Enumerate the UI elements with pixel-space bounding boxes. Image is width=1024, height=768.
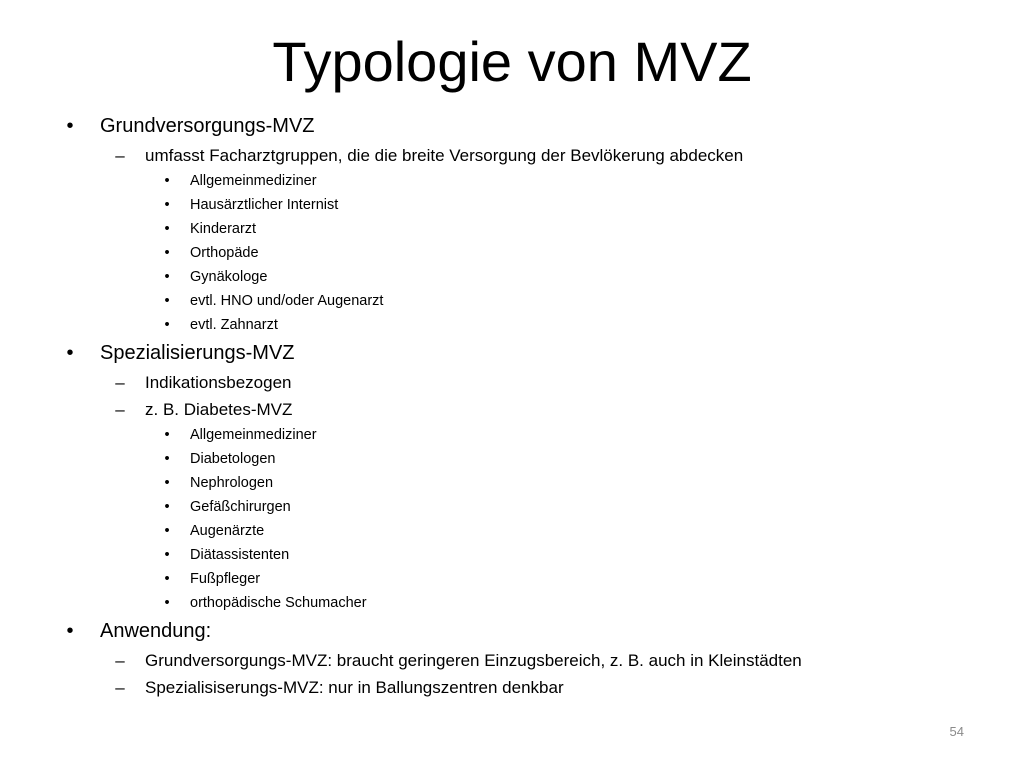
list-item	[60, 193, 1000, 217]
bullet-icon: •	[164, 245, 170, 261]
list-item	[60, 495, 1000, 519]
list-item-text: Grundversorgungs-MVZ	[100, 115, 315, 137]
bullet-icon: •	[164, 595, 170, 611]
list-item	[60, 110, 1000, 142]
list-item	[60, 337, 1000, 369]
bullet-icon: •	[164, 317, 170, 333]
dash-icon: –	[115, 651, 125, 670]
bullet-icon: •	[164, 197, 170, 213]
bullet-icon: •	[66, 342, 74, 364]
list-item-text: Spezialisiserungs-MVZ: nur in Ballungszentren denkbar	[145, 678, 564, 697]
dash-icon: –	[115, 373, 125, 392]
list-item-text: Kinderarzt	[190, 221, 257, 237]
list-item-text: Anwendung:	[100, 620, 212, 642]
bullet-icon: •	[164, 451, 170, 467]
list-item-text: Orthopäde	[190, 245, 259, 261]
dash-icon: –	[115, 678, 125, 697]
bullet-icon: •	[66, 620, 74, 642]
dash-icon: –	[115, 400, 125, 419]
list-item-text: Hausärztlicher Internist	[190, 197, 339, 213]
list-item	[60, 471, 1000, 495]
bullet-icon: •	[164, 427, 170, 443]
list-item	[60, 674, 1000, 701]
list-item-text: Nephrologen	[190, 475, 274, 491]
list-item-text: Grundversorgungs-MVZ: braucht geringeren Einzugsbereich, z. B. auch in Kleinstädten	[145, 651, 802, 670]
list-item	[60, 647, 1000, 674]
dash-icon: –	[115, 146, 125, 165]
list-item	[60, 591, 1000, 615]
slide-title: Typologie von MVZ	[272, 30, 752, 93]
slide-number: 54	[949, 724, 964, 739]
bullet-icon: •	[164, 173, 170, 189]
list-item-text: evtl. HNO und/oder Augenarzt	[190, 293, 384, 309]
list-item	[60, 519, 1000, 543]
list-item	[60, 169, 1000, 193]
bullet-icon: •	[66, 115, 74, 137]
bullet-icon: •	[164, 499, 170, 515]
list-item-text: z. B. Diabetes-MVZ	[145, 400, 293, 419]
list-item-text: Diätassistenten	[190, 547, 290, 563]
list-item-text: Diabetologen	[190, 451, 276, 467]
list-item-text: umfasst Facharztgruppen, die die breite Versorgung der Bevlökerung abdecken	[145, 146, 744, 165]
list-item-text: Fußpfleger	[190, 571, 261, 587]
list-item-text: orthopädische Schumacher	[190, 595, 367, 611]
bullet-icon: •	[164, 293, 170, 309]
bullet-icon: •	[164, 523, 170, 539]
list-item	[60, 289, 1000, 313]
list-item	[60, 313, 1000, 337]
list-item	[60, 423, 1000, 447]
list-item-text: Gynäkologe	[190, 269, 268, 285]
list-item	[60, 241, 1000, 265]
list-item	[60, 567, 1000, 591]
bullet-icon: •	[164, 221, 170, 237]
list-item	[60, 142, 1000, 169]
list-item-text: Allgemeinmediziner	[190, 173, 317, 189]
list-item	[60, 447, 1000, 471]
list-item	[60, 217, 1000, 241]
bullet-icon: •	[164, 547, 170, 563]
list-item	[60, 615, 1000, 647]
bullet-icon: •	[164, 269, 170, 285]
list-item-text: evtl. Zahnarzt	[190, 317, 278, 333]
list-item-text: Gefäßchirurgen	[190, 499, 291, 515]
slide-content	[60, 110, 1000, 701]
list-item-text: Augenärzte	[190, 523, 265, 539]
list-item-text: Spezialisierungs-MVZ	[100, 342, 295, 364]
bullet-icon: •	[164, 475, 170, 491]
list-item	[60, 369, 1000, 396]
list-item	[60, 265, 1000, 289]
bullet-icon: •	[164, 571, 170, 587]
list-item	[60, 396, 1000, 423]
list-item	[60, 543, 1000, 567]
list-item-text: Allgemeinmediziner	[190, 427, 317, 443]
list-item-text: Indikationsbezogen	[145, 373, 292, 392]
